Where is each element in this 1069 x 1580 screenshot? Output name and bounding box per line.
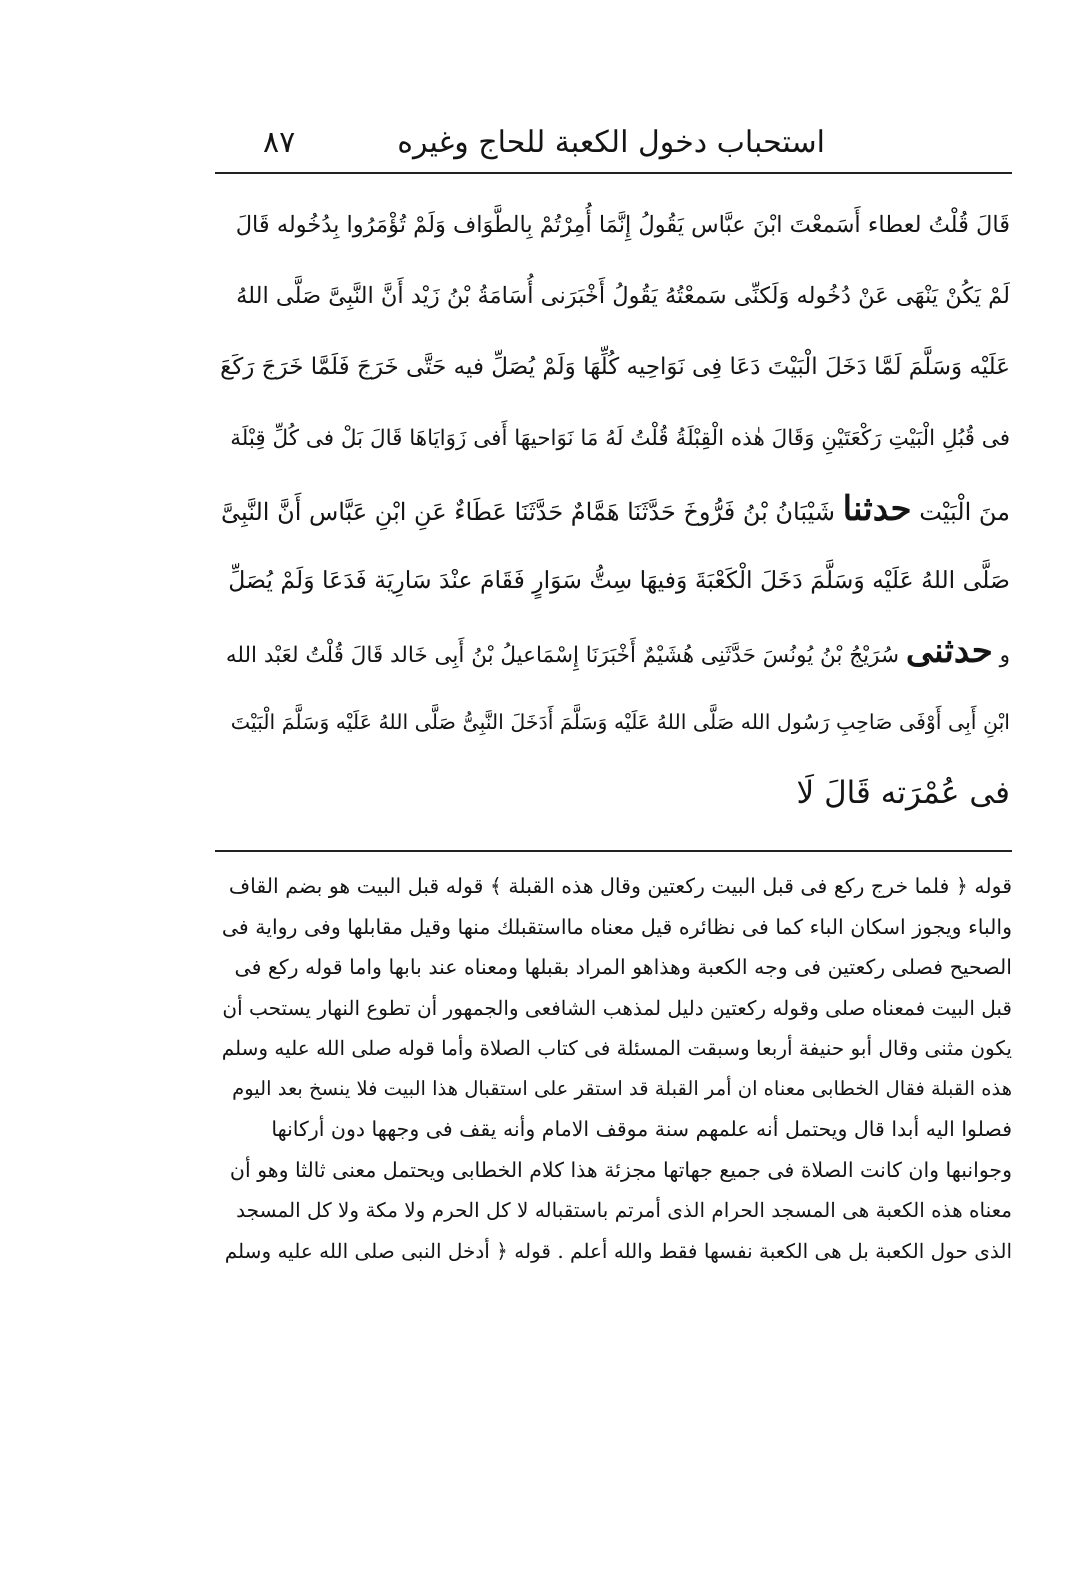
commentary-line: قوله ﴿ فلما خرج ركع فى قبل البيت ركعتين وقال هذه القبلة ﴾ قوله قبل البيت هو بضم القاف (228, 874, 1012, 898)
commentary-line: قبل البيت فمعناه صلى وقوله ركعتين دليل لمذهب الشافعى والجمهور أن تطوع النهار يستحب أن (222, 995, 1012, 1020)
hadith-line (220, 474, 1010, 545)
hadith-line-text: قَالَ قُلْتُ لعطاء أَسَمعْتَ ابْنَ عبَّاس يَقُولُ إِنَّمَا أُمِرْتُمْ بِالطَّوَاف وَلَمْ تُؤْمَرُوا بِدُخُوله قَالَ (235, 212, 1010, 238)
narration-keyword: حدثنى (905, 631, 993, 671)
header-divider (215, 172, 1012, 174)
commentary-line: الصحيح فصلى ركعتين فى وجه الكعبة وهذاهو المراد بقبلها ومعناه عند بابها واما قوله ركع فى (234, 955, 1012, 979)
commentary-text (218, 866, 1012, 1271)
narration-keyword: حدثنا (842, 489, 912, 529)
hadith-line (220, 332, 1010, 403)
hadith-line (220, 545, 1010, 616)
hadith-line-text: فى عُمْرَته قَالَ لَا (796, 775, 1010, 811)
page-number: ٨٧ (263, 125, 296, 160)
commentary-line: وجوانبها وان كانت الصلاة فى جميع جهاتها مجزئة هذا كلام الخطابى ويحتمل معنى ثالثا وهو أن (229, 1157, 1012, 1182)
commentary-line: والباء ويجوز اسكان الباء كما فى نظائره قيل معناه مااستقبلك منها وقيل مقابلها وفى رواية فى (221, 914, 1012, 939)
page-header (215, 118, 825, 168)
hadith-line (220, 261, 1010, 332)
commentary-line: معناه هذه الكعبة هى المسجد الحرام الذى أمرتم باستقباله لا كل الحرم ولا مكة ولا كل المسجد (236, 1198, 1012, 1222)
hadith-line-text: شَيْبَانُ بْنُ فَرُّوخَ حَدَّثَنَا هَمَّامٌ حَدَّثَنَا عَطَاءٌ عَنِ ابْنِ عَبَّاس أَنَّ النَّبِىَّ (220, 498, 835, 526)
commentary-line: فصلوا اليه أبدا قال ويحتمل أنه علمهم سنة موقف الامام وأنه يقف فى وجهها دون أركانها (271, 1117, 1012, 1141)
hadith-line (220, 403, 1010, 474)
hadith-line-text: عَلَيْه وَسَلَّمَ لَمَّا دَخَلَ الْبَيْتَ دَعَا فِى نَوَاحِيه كُلِّهَا وَلَمْ يُصَلِّ فيه حَتَّى خَرَجَ فَلَمَّا خَرَجَ رَكَعَ (220, 354, 1010, 380)
running-title: استحباب دخول الكعبة للحاج وغيره (397, 125, 825, 160)
commentary-divider (215, 850, 1012, 852)
hadith-text (220, 190, 1010, 829)
commentary-line: الذى حول الكعبة بل هى الكعبة نفسها فقط والله أعلم . قوله ﴿ أدخل النبى صلى الله عليه وسلم (224, 1238, 1012, 1263)
hadith-line-text: ابْنِ أَبِى أَوْفَى صَاحِبِ رَسُول الله صَلَّى اللهُ عَلَيْه وَسَلَّمَ أَدَخَلَ النَّبِىُّ صَلَّى اللهُ عَلَيْه وَسَلَّمَ الْبَيْتَ (230, 710, 1010, 734)
hadith-line-text: صَلَّى اللهُ عَلَيْه وَسَلَّمَ دَخَلَ الْكَعْبَةَ وَفيهَا سِتُّ سَوَارٍ فَقَامَ عنْدَ سَارِيَة فَدَعَا وَلَمْ يُصَلِّ (228, 566, 1010, 594)
commentary-line: هذه القبلة فقال الخطابى معناه ان أمر القبلة قد استقر على استقبال هذا البيت فلا ينسخ بعد اليوم (232, 1076, 1012, 1100)
hadith-line-text: منَ الْبَيْت (919, 498, 1010, 526)
hadith-line (220, 616, 1010, 687)
hadith-line-text: و (999, 643, 1010, 668)
hadith-line-text: سُرَيْجُ بْنُ يُونُسَ حَدَّثَنِى هُشَيْمٌ أَخْبَرَنَا إِسْمَاعيلُ بْنُ أَبِى خَالد قَالَ قُلْتُ لعَبْد الله (225, 643, 899, 668)
hadith-line (220, 687, 1010, 758)
hadith-line (220, 190, 1010, 261)
hadith-line-text: لَمْ يَكُنْ يَنْهَى عَنْ دُخُوله وَلَكنِّى سَمعْتُهُ يَقُولُ أَخْبَرَنى أُسَامَةُ بْنُ زَيْد أَنَّ النَّبِىَّ صَلَّى اللهُ (236, 283, 1010, 309)
commentary-line: يكون مثنى وقال أبو حنيفة أربعا وسبقت المسئلة فى كتاب الصلاة وأما قوله صلى الله عليه وسلم (221, 1036, 1012, 1060)
hadith-line-text: فى قُبُلِ الْبَيْتِ رَكْعَتَيْنِ وَقَالَ هٰذه الْقِبْلَةُ قُلْتُ لَهُ مَا نَوَاحيهَا أَفى زَوَايَاهَا قَالَ بَلْ فى كُلِّ قِبْلَة (230, 426, 1010, 451)
hadith-line (220, 758, 1010, 829)
